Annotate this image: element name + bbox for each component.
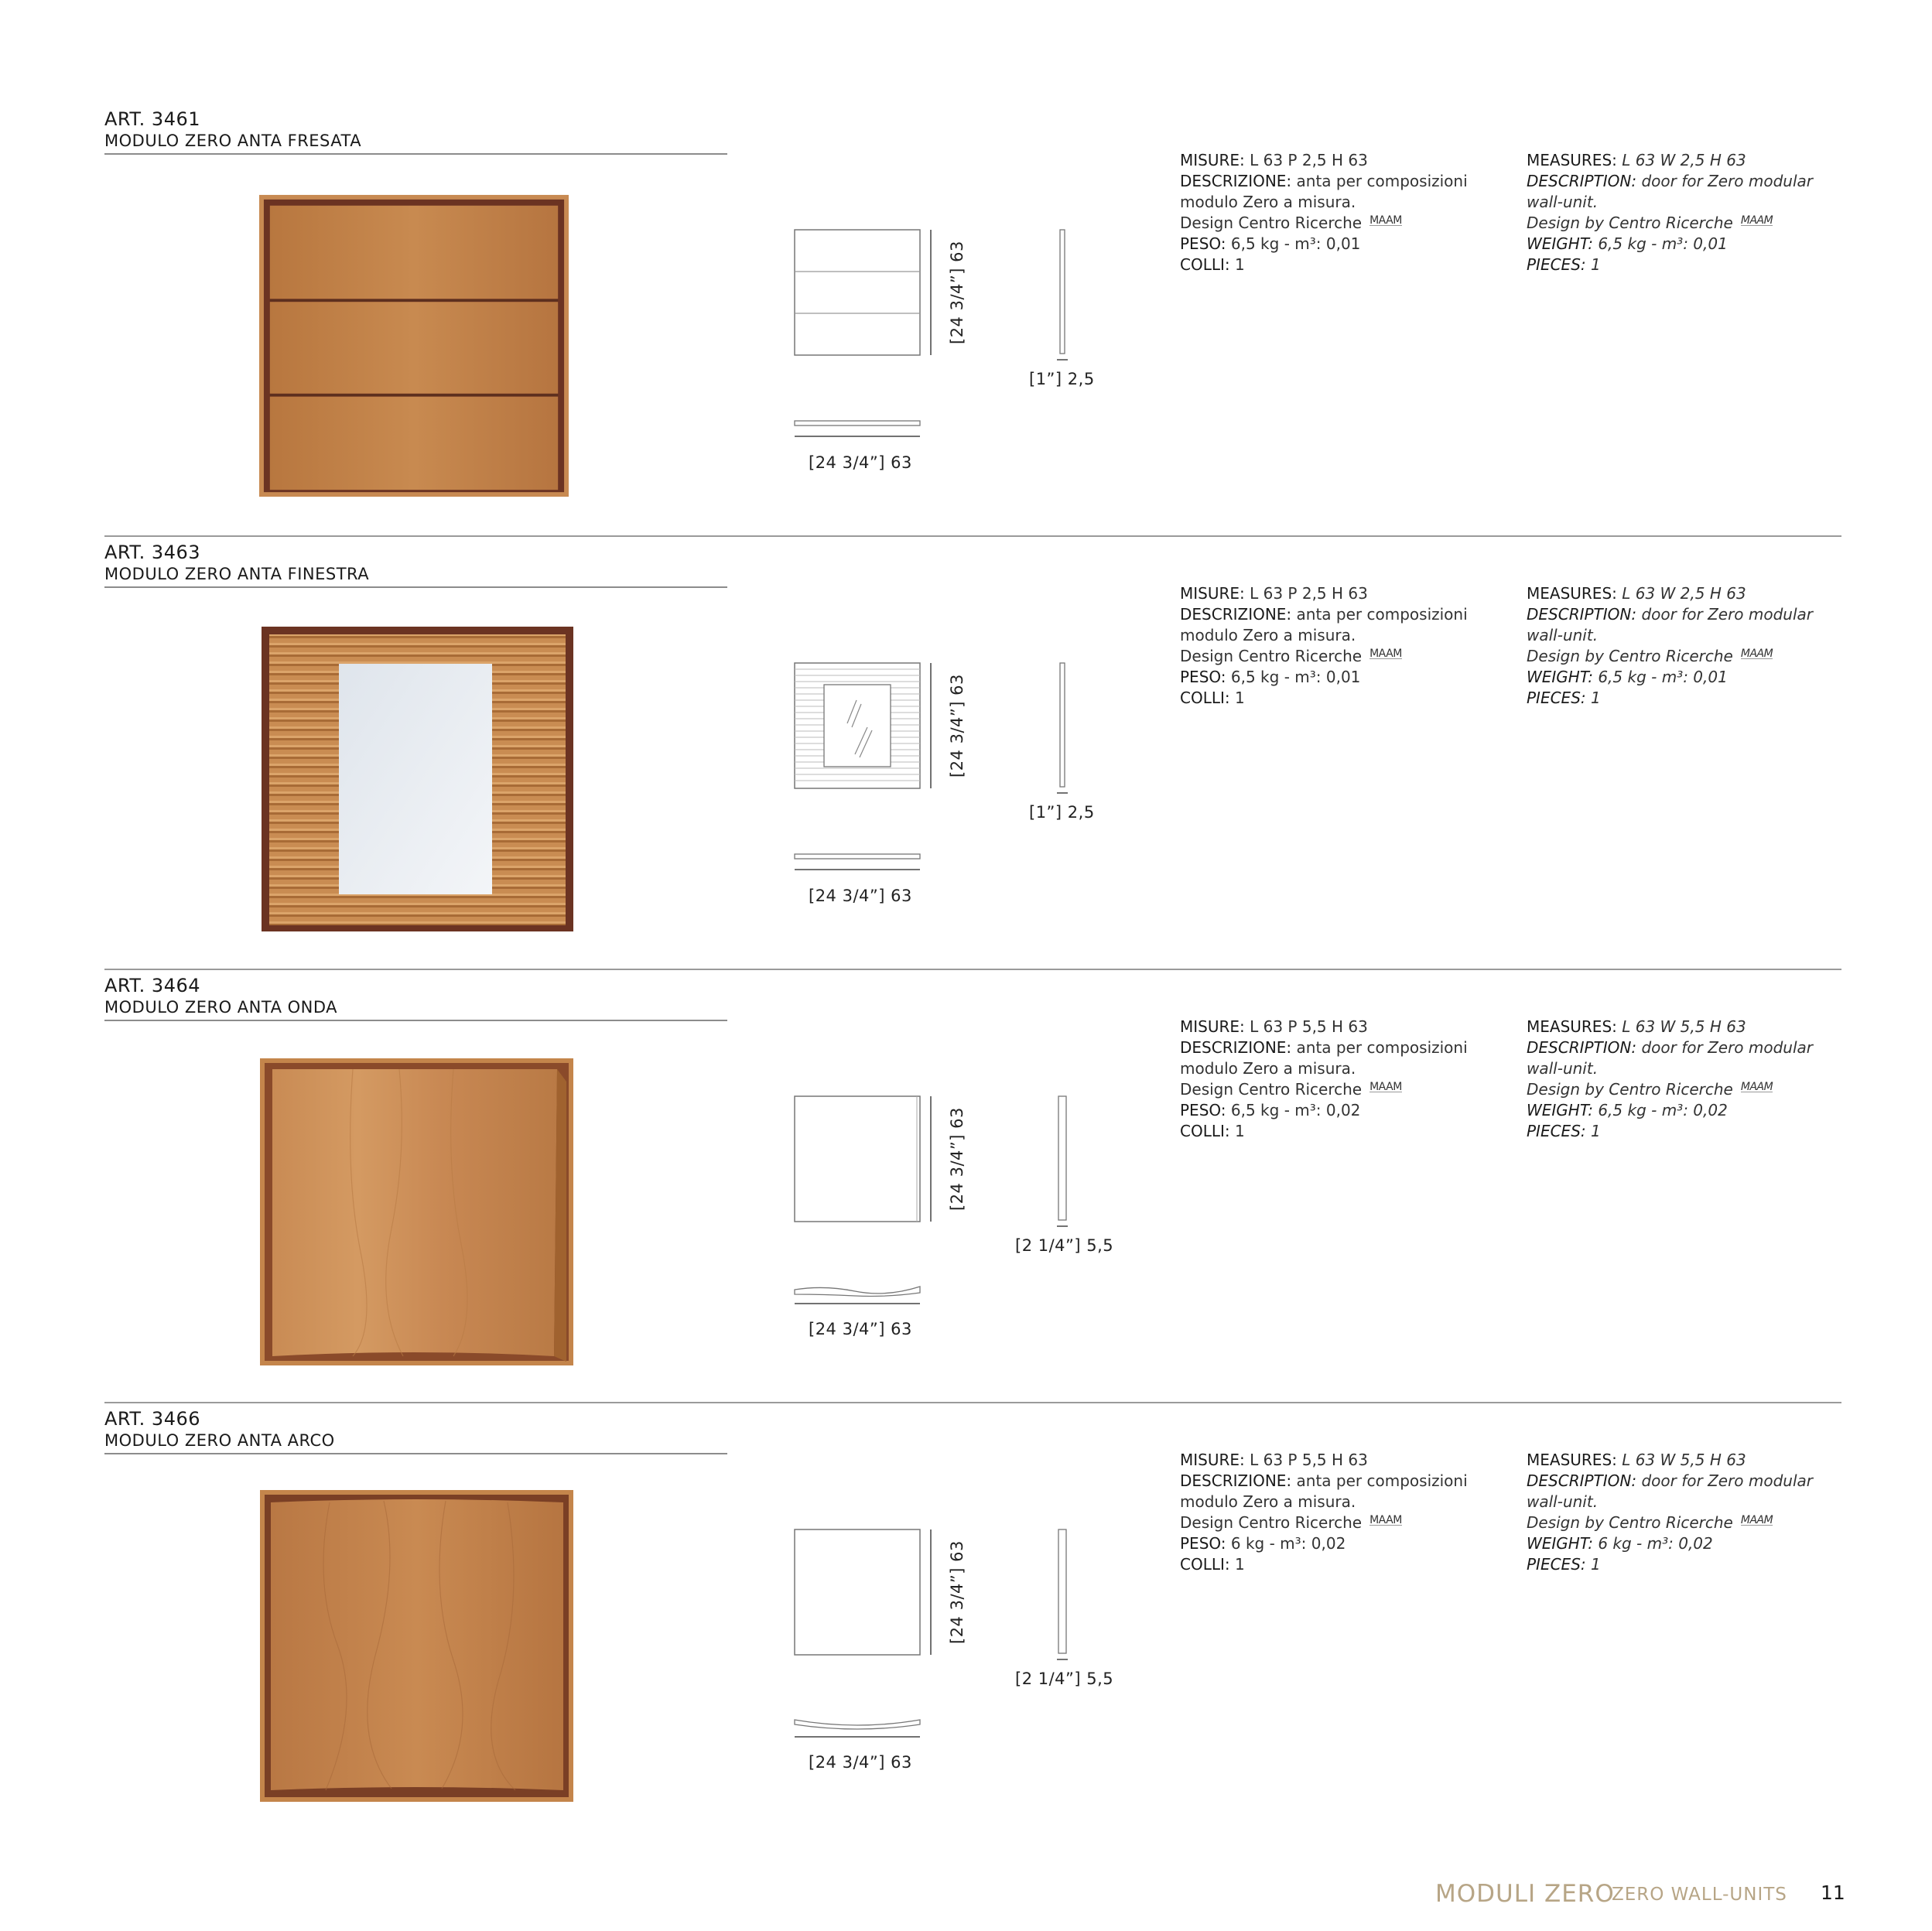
spec-value: modulo Zero a misura. <box>1180 626 1356 644</box>
spec-english <box>1527 583 1813 709</box>
spec-value: 6,5 kg - m³: 0,01 <box>1226 234 1361 253</box>
spec-value: 1 <box>1229 255 1245 274</box>
technical-drawing-front <box>793 1528 932 1659</box>
spec-label: PESO: <box>1180 234 1226 253</box>
spec-value: 1 <box>1585 1555 1601 1574</box>
spec-value: L 63 W 2,5 H 63 <box>1616 584 1746 603</box>
dimension-height: [24 3/4”] 63 <box>948 1540 966 1644</box>
spec-value: 1 <box>1585 689 1601 707</box>
spec-label: WEIGHT: <box>1527 234 1593 253</box>
spec-value: 6 kg - m³: 0,02 <box>1592 1534 1713 1553</box>
design-credit: Design by Centro Ricerche <box>1527 1513 1733 1532</box>
spec-label: MISURE: <box>1180 584 1245 603</box>
spec-label: COLLI: <box>1180 689 1230 707</box>
spec-value: door for Zero modular <box>1636 1471 1814 1490</box>
spec-value: anta per composizioni <box>1291 605 1468 624</box>
spec-label: PIECES: <box>1527 1122 1586 1140</box>
article-code: ART. 3466 <box>104 1408 200 1430</box>
spec-label: MISURE: <box>1180 151 1245 169</box>
spec-value: anta per composizioni <box>1291 1038 1468 1057</box>
spec-value: L 63 W 5,5 H 63 <box>1616 1451 1746 1469</box>
page-number: 11 <box>1821 1881 1845 1904</box>
product-section-3466 <box>0 1408 1932 1841</box>
technical-drawing-top <box>793 1280 925 1315</box>
article-name: MODULO ZERO ANTA ONDA <box>104 998 338 1017</box>
spec-value: 1 <box>1585 255 1601 274</box>
spec-label: WEIGHT: <box>1527 1101 1593 1119</box>
spec-value: door for Zero modular <box>1636 172 1814 190</box>
spec-value: 1 <box>1585 1122 1601 1140</box>
spec-value: wall-unit. <box>1527 1059 1599 1078</box>
spec-value: L 63 P 5,5 H 63 <box>1244 1017 1368 1036</box>
technical-drawing-side <box>1051 1528 1074 1663</box>
product-photo-fresata <box>259 193 569 498</box>
maam-logo: MAAM <box>1740 1514 1773 1526</box>
spec-label: PESO: <box>1180 668 1226 686</box>
article-code: ART. 3461 <box>104 108 200 130</box>
spec-value: 6,5 kg - m³: 0,01 <box>1226 668 1361 686</box>
spec-english <box>1527 1450 1813 1575</box>
title-rule <box>104 153 727 155</box>
spec-value: anta per composizioni <box>1291 1471 1468 1490</box>
title-rule <box>104 586 727 588</box>
spec-value: door for Zero modular <box>1636 605 1814 624</box>
spec-label: COLLI: <box>1180 255 1230 274</box>
technical-drawing-front <box>793 1095 932 1226</box>
spec-label: PESO: <box>1180 1534 1226 1553</box>
spec-value: modulo Zero a misura. <box>1180 1059 1356 1078</box>
spec-english <box>1527 150 1813 275</box>
dimension-depth: [2 1/4”] 5,5 <box>1015 1670 1114 1688</box>
design-credit: Design Centro Ricerche <box>1180 1513 1363 1532</box>
dimension-width: [24 3/4”] 63 <box>809 887 912 905</box>
product-section-3464 <box>0 975 1932 1408</box>
spec-label: MISURE: <box>1180 1017 1245 1036</box>
dimension-height: [24 3/4”] 63 <box>948 1107 966 1211</box>
technical-drawing-side <box>1051 1095 1074 1230</box>
technical-drawing-side <box>1051 228 1074 364</box>
spec-label: MEASURES: <box>1527 151 1617 169</box>
spec-value: 1 <box>1229 1122 1245 1140</box>
spec-label: MEASURES: <box>1527 1451 1617 1469</box>
spec-label: PIECES: <box>1527 689 1586 707</box>
spec-italian <box>1180 150 1468 275</box>
spec-value: door for Zero modular <box>1636 1038 1814 1057</box>
section-divider <box>104 1402 1841 1403</box>
spec-label: WEIGHT: <box>1527 668 1593 686</box>
article-code: ART. 3463 <box>104 542 200 563</box>
maam-logo: MAAM <box>1369 648 1402 660</box>
spec-italian <box>1180 1450 1468 1575</box>
article-name: MODULO ZERO ANTA ARCO <box>104 1431 335 1450</box>
spec-label: DESCRIZIONE: <box>1180 605 1292 624</box>
product-photo-finestra <box>262 627 573 931</box>
title-rule <box>104 1453 727 1454</box>
footer-subtitle: ZERO WALL-UNITS <box>1612 1885 1787 1905</box>
maam-logo: MAAM <box>1740 214 1773 227</box>
spec-value: 6,5 kg - m³: 0,02 <box>1226 1101 1361 1119</box>
spec-italian <box>1180 1017 1468 1142</box>
dimension-depth: [1”] 2,5 <box>1029 803 1095 822</box>
product-photo-arco <box>260 1490 573 1802</box>
dimension-height: [24 3/4”] 63 <box>948 674 966 778</box>
spec-english <box>1527 1017 1813 1142</box>
dimension-depth: [1”] 2,5 <box>1029 370 1095 388</box>
dimension-width: [24 3/4”] 63 <box>809 1320 912 1338</box>
design-credit: Design by Centro Ricerche <box>1527 1080 1733 1099</box>
dimension-width: [24 3/4”] 63 <box>809 453 912 472</box>
spec-value: L 63 P 5,5 H 63 <box>1244 1451 1368 1469</box>
technical-drawing-top <box>793 418 925 449</box>
spec-value: 6,5 kg - m³: 0,01 <box>1592 234 1728 253</box>
spec-label: DESCRIPTION: <box>1527 1471 1637 1490</box>
title-rule <box>104 1020 727 1021</box>
section-divider <box>104 969 1841 970</box>
maam-logo: MAAM <box>1369 214 1402 227</box>
product-photo-onda <box>260 1058 573 1365</box>
technical-drawing-side <box>1051 661 1074 797</box>
technical-drawing-front <box>793 228 932 360</box>
spec-value: 1 <box>1229 1555 1245 1574</box>
design-credit: Design Centro Ricerche <box>1180 647 1363 665</box>
spec-value: 1 <box>1229 689 1245 707</box>
spec-value: wall-unit. <box>1527 1492 1599 1511</box>
product-section-3461 <box>0 108 1932 542</box>
spec-italian <box>1180 583 1468 709</box>
maam-logo: MAAM <box>1369 1081 1402 1093</box>
maam-logo: MAAM <box>1740 1081 1773 1093</box>
spec-value: 6,5 kg - m³: 0,02 <box>1592 1101 1728 1119</box>
spec-value: 6,5 kg - m³: 0,01 <box>1592 668 1728 686</box>
spec-value: wall-unit. <box>1527 626 1599 644</box>
dimension-depth: [2 1/4”] 5,5 <box>1015 1236 1114 1255</box>
article-code: ART. 3464 <box>104 975 200 996</box>
design-credit: Design by Centro Ricerche <box>1527 214 1733 232</box>
section-divider <box>104 535 1841 537</box>
dimension-height: [24 3/4”] 63 <box>948 241 966 344</box>
spec-label: WEIGHT: <box>1527 1534 1593 1553</box>
spec-label: DESCRIPTION: <box>1527 605 1637 624</box>
technical-drawing-front <box>793 661 932 793</box>
spec-label: DESCRIPTION: <box>1527 172 1637 190</box>
spec-label: MEASURES: <box>1527 584 1617 603</box>
spec-label: PIECES: <box>1527 255 1586 274</box>
spec-value: modulo Zero a misura. <box>1180 193 1356 211</box>
spec-value: 6 kg - m³: 0,02 <box>1226 1534 1346 1553</box>
spec-value: L 63 W 5,5 H 63 <box>1616 1017 1746 1036</box>
spec-label: DESCRIZIONE: <box>1180 172 1292 190</box>
spec-label: DESCRIPTION: <box>1527 1038 1637 1057</box>
spec-label: MISURE: <box>1180 1451 1245 1469</box>
footer-title: MODULI ZERO <box>1435 1880 1615 1908</box>
spec-label: PESO: <box>1180 1101 1226 1119</box>
spec-value: L 63 W 2,5 H 63 <box>1616 151 1746 169</box>
product-section-3463 <box>0 542 1932 975</box>
technical-drawing-top <box>793 851 925 882</box>
design-credit: Design Centro Ricerche <box>1180 1080 1363 1099</box>
spec-label: PIECES: <box>1527 1555 1586 1574</box>
dimension-width: [24 3/4”] 63 <box>809 1753 912 1772</box>
spec-label: DESCRIZIONE: <box>1180 1471 1292 1490</box>
spec-value: L 63 P 2,5 H 63 <box>1244 151 1368 169</box>
technical-drawing-top <box>793 1714 925 1748</box>
spec-label: COLLI: <box>1180 1122 1230 1140</box>
spec-value: L 63 P 2,5 H 63 <box>1244 584 1368 603</box>
spec-value: wall-unit. <box>1527 193 1599 211</box>
spec-label: DESCRIZIONE: <box>1180 1038 1292 1057</box>
spec-value: anta per composizioni <box>1291 172 1468 190</box>
design-credit: Design Centro Ricerche <box>1180 214 1363 232</box>
maam-logo: MAAM <box>1740 648 1773 660</box>
maam-logo: MAAM <box>1369 1514 1402 1526</box>
spec-label: COLLI: <box>1180 1555 1230 1574</box>
article-name: MODULO ZERO ANTA FRESATA <box>104 132 362 150</box>
spec-value: modulo Zero a misura. <box>1180 1492 1356 1511</box>
spec-label: MEASURES: <box>1527 1017 1617 1036</box>
article-name: MODULO ZERO ANTA FINESTRA <box>104 565 370 583</box>
design-credit: Design by Centro Ricerche <box>1527 647 1733 665</box>
